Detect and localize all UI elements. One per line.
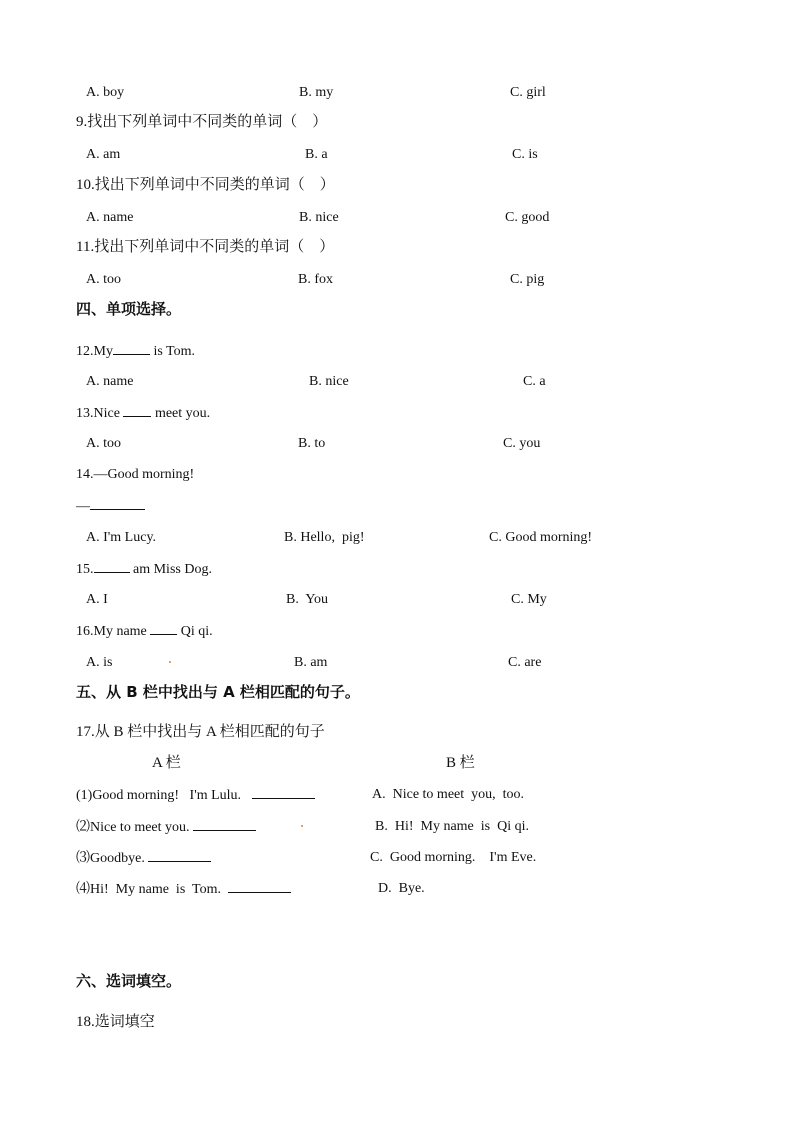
q13-option-a: A. too bbox=[86, 436, 121, 451]
q17-left-item-1 bbox=[76, 786, 315, 805]
q10-option-c: C. good bbox=[505, 210, 550, 225]
q15-stem-pre: 15. bbox=[76, 562, 94, 577]
q14-option-c: C. Good morning! bbox=[489, 530, 593, 545]
q11-option-a: A. too bbox=[86, 272, 121, 287]
section5-title: 五、从 B 栏中找出与 A 栏相匹配的句子。 bbox=[76, 683, 360, 701]
q13-blank bbox=[123, 404, 151, 417]
q9-option-c: C. is bbox=[512, 147, 538, 162]
q12-option-a: A. name bbox=[86, 374, 134, 389]
q11-stem: 11.找出下列单词中不同类的单词（ ） bbox=[76, 239, 335, 255]
q11-option-b: B. fox bbox=[298, 272, 333, 287]
q12-stem-pre: 12.My bbox=[76, 344, 113, 359]
q16-option-a: A. is bbox=[86, 655, 113, 670]
q17-blank-1 bbox=[252, 786, 315, 799]
q17-blank-4 bbox=[228, 880, 291, 893]
q18-stem: 18.选词填空 bbox=[76, 1014, 155, 1030]
q14-option-b: B. Hello, pig! bbox=[284, 530, 365, 545]
q17-left-item-2 bbox=[76, 818, 256, 837]
q17-left-item-4-text: ⑷Hi! My name is Tom. bbox=[76, 882, 221, 897]
q17-left-item-1-text: (1)Good morning! I'm Lulu. bbox=[76, 788, 242, 803]
q13-stem bbox=[76, 404, 210, 423]
q9-option-a: A. am bbox=[86, 147, 121, 162]
q16-blank bbox=[150, 622, 177, 635]
q10-option-b: B. nice bbox=[299, 210, 339, 225]
q10-option-a: A. name bbox=[86, 210, 134, 225]
q11-option-c: C. pig bbox=[510, 272, 545, 287]
q17-left-item-3-text: ⑶Goodbye. bbox=[76, 851, 145, 866]
q13-option-c: C. you bbox=[503, 436, 541, 451]
q15-option-b: B. You bbox=[286, 592, 329, 607]
section6-title: 六、选词填空。 bbox=[76, 972, 182, 990]
q15-blank bbox=[94, 560, 130, 573]
scan-speck bbox=[169, 661, 171, 663]
q17-left-item-2-text: ⑵Nice to meet you. bbox=[76, 820, 190, 835]
q8-option-c: C. girl bbox=[510, 85, 546, 100]
q17-right-item-b: B. Hi! My name is Qi qi. bbox=[375, 819, 529, 834]
q13-stem-post: meet you. bbox=[151, 406, 211, 421]
q12-blank bbox=[113, 342, 150, 355]
q17-column-a-header: A 栏 bbox=[152, 755, 181, 771]
q14-stem: 14.—Good morning! bbox=[76, 467, 195, 482]
q10-stem: 10.找出下列单词中不同类的单词（ ） bbox=[76, 177, 335, 193]
q16-stem-pre: 16.My name bbox=[76, 624, 151, 639]
q12-stem bbox=[76, 342, 195, 361]
q16-option-c: C. are bbox=[508, 655, 542, 670]
q17-left-item-4 bbox=[76, 880, 291, 899]
q17-left-item-3 bbox=[76, 849, 211, 868]
q14-answer-line bbox=[76, 497, 145, 516]
q17-right-item-d: D. Bye. bbox=[378, 881, 425, 896]
q16-stem bbox=[76, 622, 213, 641]
q8-option-b: B. my bbox=[299, 85, 334, 100]
q9-stem: 9.找出下列单词中不同类的单词（ ） bbox=[76, 114, 328, 130]
q14-blank bbox=[90, 497, 145, 510]
q13-option-b: B. to bbox=[298, 436, 326, 451]
q9-option-b: B. a bbox=[305, 147, 328, 162]
q15-option-a: A. I bbox=[86, 592, 108, 607]
q15-stem bbox=[76, 560, 212, 579]
q14-option-a: A. I'm Lucy. bbox=[86, 530, 157, 545]
q16-stem-post: Qi qi. bbox=[177, 624, 213, 639]
q15-option-c: C. My bbox=[511, 592, 547, 607]
q17-stem: 17.从 B 栏中找出与 A 栏相匹配的句子 bbox=[76, 724, 325, 740]
q12-stem-post: is Tom. bbox=[149, 344, 196, 359]
scan-speck bbox=[301, 825, 303, 827]
q17-right-item-c: C. Good morning. I'm Eve. bbox=[370, 850, 537, 865]
q8-option-a: A. boy bbox=[86, 85, 125, 100]
q17-column-b-header: B 栏 bbox=[446, 755, 475, 771]
q17-blank-2 bbox=[193, 818, 256, 831]
q12-option-c: C. a bbox=[523, 374, 546, 389]
q13-stem-pre: 13.Nice bbox=[76, 406, 124, 421]
q17-right-item-a: A. Nice to meet you, too. bbox=[372, 787, 525, 802]
q15-stem-post: am Miss Dog. bbox=[129, 562, 212, 577]
section4-title: 四、单项选择。 bbox=[76, 300, 182, 318]
q12-option-b: B. nice bbox=[309, 374, 349, 389]
q16-option-b: B. am bbox=[294, 655, 328, 670]
q14-dash: — bbox=[76, 499, 90, 514]
q17-blank-3 bbox=[148, 849, 211, 862]
